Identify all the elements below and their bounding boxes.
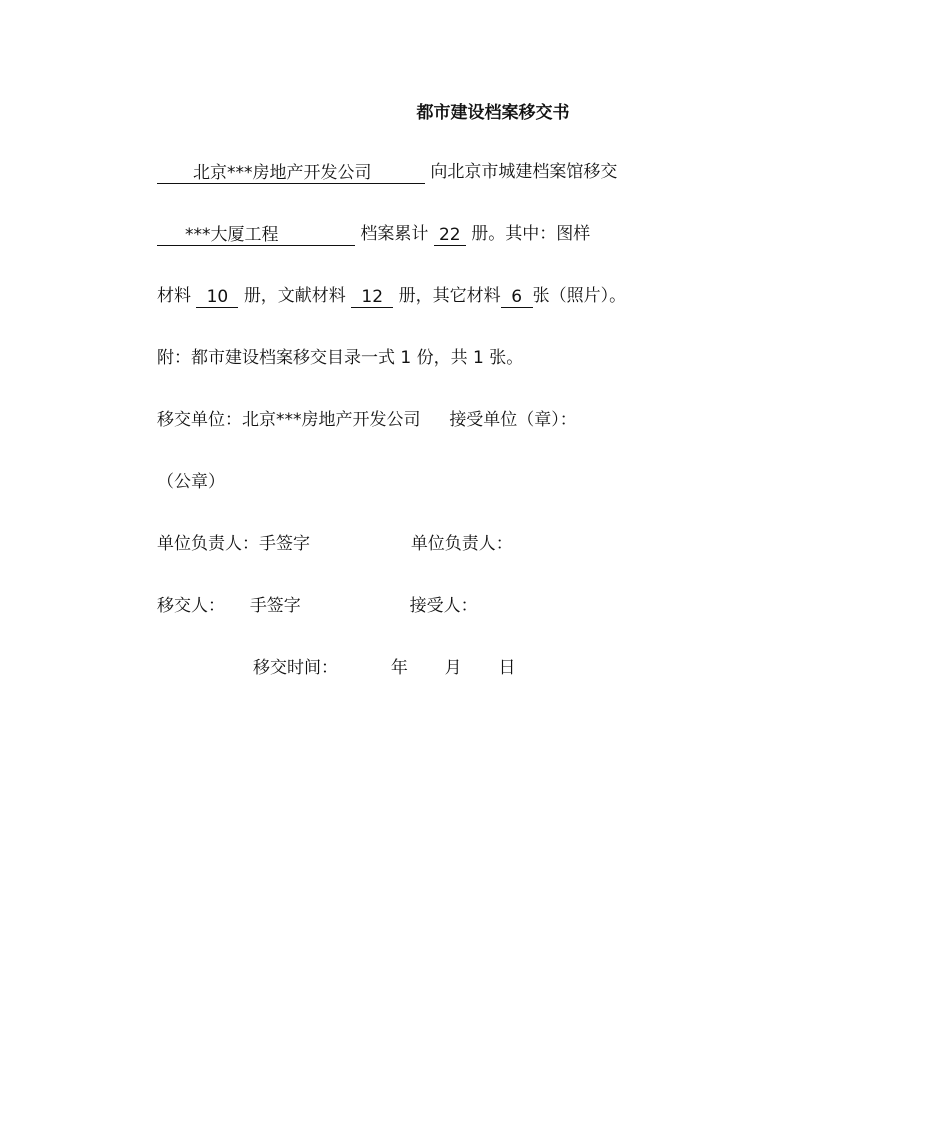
transfer-unit: 移交单位：北京***房地产开发公司	[157, 410, 421, 430]
total-value: 22	[434, 225, 466, 246]
line-unit-heads	[157, 532, 513, 556]
line-sender	[157, 160, 617, 184]
materials-text-c: 册，其它材料	[398, 286, 501, 306]
line-project	[157, 222, 590, 246]
document-title: 都市建设档案移交书	[416, 103, 570, 123]
attachment-note: 附：都市建设档案移交目录一式 1 份，共 1 张。	[157, 348, 524, 368]
documents-count: 12	[351, 287, 393, 308]
sender-text: 向北京市城建档案馆移交	[430, 162, 618, 182]
transferor-value: 手签字	[249, 596, 301, 616]
drawings-count: 10	[196, 287, 238, 308]
sender-field	[157, 163, 425, 184]
sender-value: 北京***房地产开发公司	[193, 163, 372, 183]
others-count: 6	[501, 287, 533, 308]
line-persons	[157, 594, 478, 618]
receiver-label: 接受人：	[409, 596, 478, 616]
project-text-b: 册。其中：图样	[471, 224, 591, 244]
date-day: 日	[498, 658, 516, 678]
date-year: 年	[390, 658, 408, 678]
materials-text-a: 材料	[157, 286, 191, 306]
project-field	[157, 225, 355, 246]
receive-unit: 接受单位（章）：	[449, 410, 577, 430]
official-seal-note: （公章）	[157, 472, 225, 492]
materials-text-b: 册，文献材料	[243, 286, 346, 306]
line-materials	[157, 284, 626, 308]
line-transfer-date	[253, 656, 515, 680]
materials-text-d: 张（照片）。	[532, 286, 627, 306]
line-units	[157, 408, 577, 432]
transferor-label: 移交人：	[157, 596, 225, 616]
receive-unit-head: 单位负责人：	[410, 534, 513, 554]
project-value: ***大厦工程	[185, 225, 279, 245]
transfer-date-label: 移交时间：	[253, 658, 338, 678]
transfer-unit-head: 单位负责人：手签字	[157, 534, 310, 554]
project-text-a: 档案累计	[360, 224, 429, 244]
date-month: 月	[444, 658, 462, 678]
